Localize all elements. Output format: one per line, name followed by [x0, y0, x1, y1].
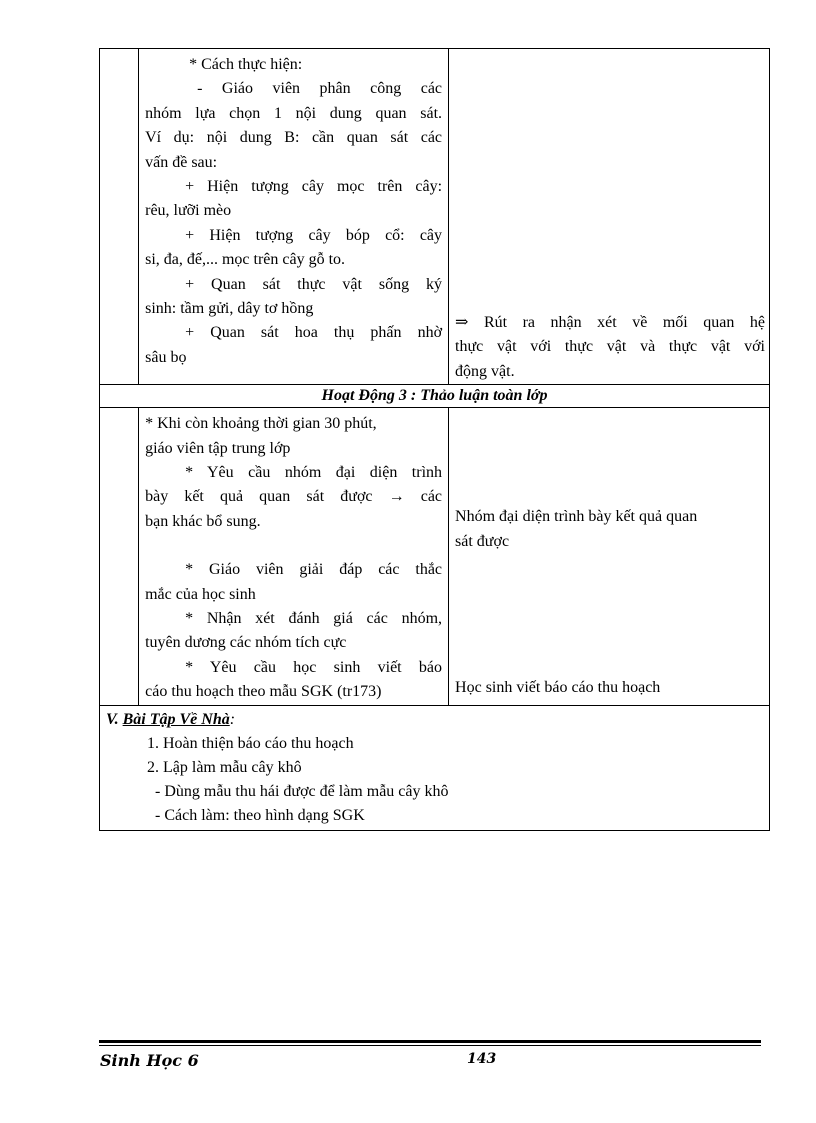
text-line: giáo viên tập trung lớp — [145, 439, 291, 457]
text-line: * Nhận xét đánh giá các nhóm, — [185, 610, 443, 628]
text-line: tuyên dương các nhóm tích cực — [145, 634, 347, 652]
text-line: si, đa, đế,... mọc trên cây gỗ to. — [145, 251, 346, 269]
teacher-activities-cell — [139, 49, 449, 385]
text-line: sinh: tầm gửi, dây tơ hồng — [145, 300, 314, 318]
text-line: sâu bọ — [145, 348, 187, 366]
footer-rule-thin — [99, 1045, 761, 1046]
footer-rule-thick — [99, 1040, 761, 1043]
text-line: + Quan sát hoa thụ phấn nhờ — [185, 324, 443, 342]
homework-item: - Cách làm: theo hình dạng SGK — [155, 806, 365, 824]
text-line: * Giáo viên giải đáp các thắc — [185, 561, 443, 579]
text-line: Nhóm đại diện trình bày kết quả quan — [455, 508, 698, 526]
text-line: động vật. — [455, 362, 515, 380]
text-line: + Hiện tượng cây mọc trên cây: — [185, 178, 443, 196]
lesson-table — [99, 48, 770, 831]
text-line: * Yêu cầu học sinh viết báo — [185, 658, 443, 676]
text-line: thực vật với thực vật và thực vật với — [455, 338, 765, 356]
text-line: vấn đề sau: — [145, 153, 218, 171]
text-line: nhóm lựa chọn 1 nội dung quan sát. — [145, 104, 443, 122]
teacher-activities-cell — [139, 408, 449, 705]
text-line: bày kết quả quan sát được → các — [145, 488, 443, 506]
student-activities-cell — [449, 408, 770, 705]
homework-item: 2. Lập làm mẫu cây khô — [147, 758, 302, 776]
text-line: * Cách thực hiện: — [189, 56, 303, 73]
text-line: mắc của học sinh — [145, 585, 256, 603]
activity-header: Hoạt Động 3 : Thảo luận toàn lớp — [100, 385, 770, 408]
table-row — [100, 49, 770, 385]
text-line: + Hiện tượng cây bóp cổ: cây — [185, 226, 443, 244]
footer-subject: Sinh Học 6 — [100, 1051, 199, 1070]
text-line: - Giáo viên phân công các — [197, 80, 443, 98]
empty-cell — [100, 49, 139, 385]
table-row — [100, 385, 770, 408]
text-line: * Khi còn khoảng thời gian 30 phút, — [145, 415, 377, 433]
text-line: Học sinh viết báo cáo thu hoạch — [455, 679, 661, 697]
table-row — [100, 408, 770, 705]
homework-item: 1. Hoàn thiện báo cáo thu hoạch — [147, 734, 354, 752]
text-line: * Yêu cầu nhóm đại diện trình — [185, 464, 443, 482]
text-line: ⇒ Rút ra nhận xét về mối quan hệ — [455, 314, 765, 331]
homework-heading — [106, 708, 763, 732]
empty-cell — [100, 408, 139, 705]
text-line: cáo thu hoạch theo mẫu SGK (tr173) — [145, 683, 382, 701]
text-line: Ví dụ: nội dung B: cần quan sát các — [145, 129, 443, 147]
homework-item: - Dùng mẫu thu hái được để làm mẫu cây khô — [155, 782, 449, 800]
student-activities-cell — [449, 49, 770, 385]
table-row — [100, 705, 770, 830]
text-line: rêu, lưỡi mèo — [145, 202, 232, 220]
text-line: + Quan sát thực vật sống ký — [185, 275, 443, 293]
homework-section — [100, 705, 770, 830]
page-number: 143 — [467, 1051, 497, 1067]
homework-numeral: V. — [106, 710, 119, 728]
text-line: sát được — [455, 532, 510, 550]
homework-colon: : — [229, 710, 236, 728]
text-line: bạn khác bổ sung. — [145, 512, 261, 530]
homework-title: Bài Tập Về Nhà — [122, 710, 230, 728]
